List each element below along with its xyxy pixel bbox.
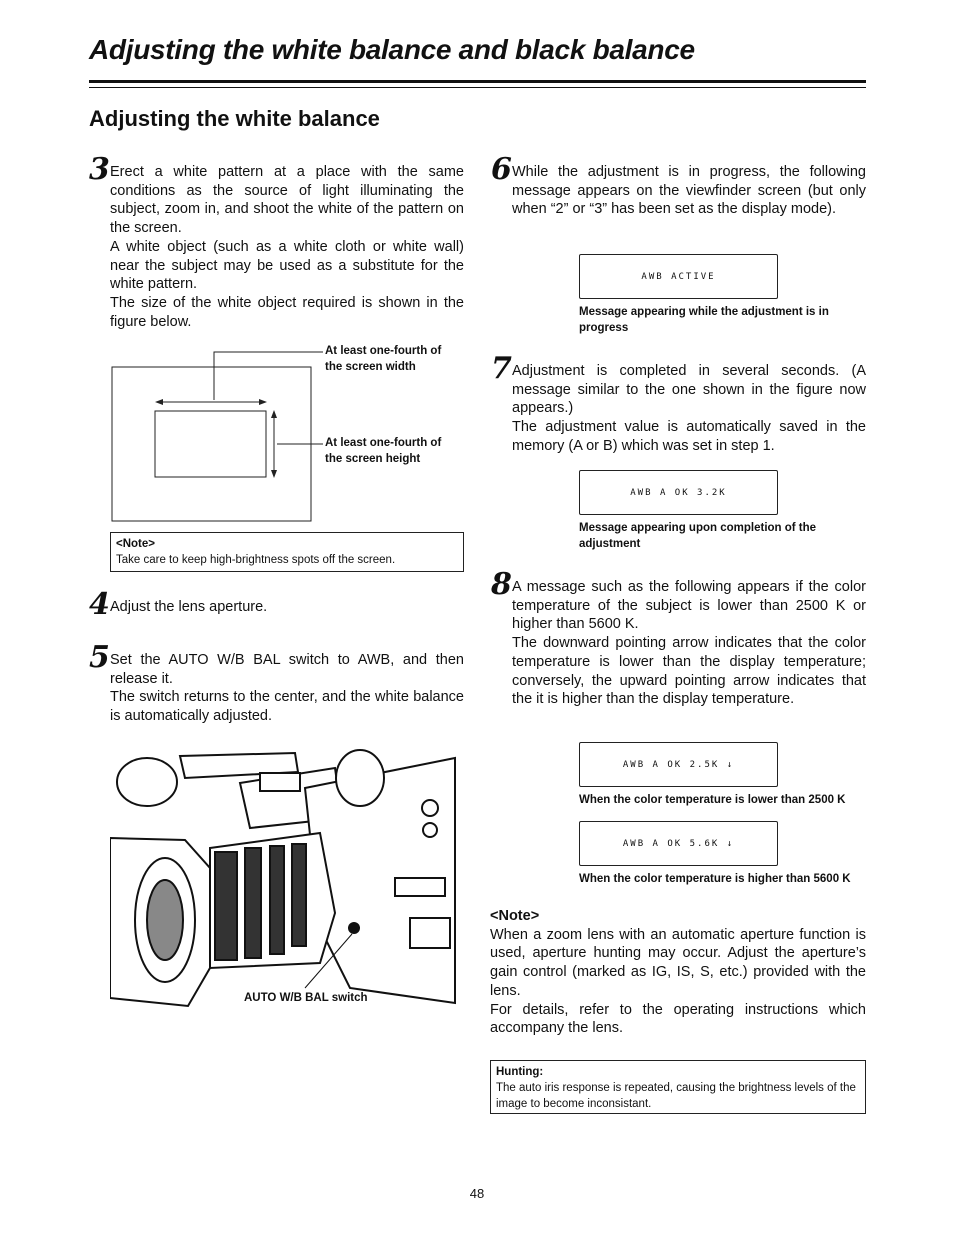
step-number: 7: [491, 351, 512, 386]
page-title: Adjusting the white balance and black balance: [89, 34, 695, 65]
viewfinder-message-active: AWB ACTIVE: [579, 254, 778, 299]
viewfinder-message-high: AWB A OK 5.6K ↓: [579, 821, 778, 866]
note-paragraph-1: When a zoom lens with an automatic aperture function is used, aperture hunting may occur. Adjust the aperture’s gain control (marked as IG, IS, S, etc.) provided with the lens.: [490, 926, 866, 999]
hunting-text: The auto iris response is repeated, causing the brightness levels of the image to become inconsistant.: [496, 1082, 856, 1110]
step-number: 3: [89, 152, 110, 187]
caption-high: When the color temperature is higher than 5600 K: [579, 873, 851, 885]
step-8-paragraph-2: The downward pointing arrow indicates that the color temperature is lower than the display temperature; conversely, the upward pointing arrow indicates that the it is higher than the display temperature.: [512, 635, 866, 708]
width-leader-line: [214, 352, 323, 400]
title-rule-thick: [89, 80, 866, 83]
hunting-definition-box: [490, 1060, 866, 1114]
step-number: 6: [491, 152, 512, 187]
callout-height: At least one-fourth of the screen height: [325, 437, 442, 465]
height-arrow-head-top: [271, 410, 277, 418]
page-number: 48: [469, 1186, 485, 1201]
step-7-paragraph-1: Adjustment is completed in several seconds. (A message similar to the one shown in the figure now appears.): [512, 363, 866, 417]
step-3-paragraph-3: The size of the white object required is shown in the figure below.: [110, 294, 464, 330]
caption-low: When the color temperature is lower than 2500 K: [579, 794, 846, 806]
white-object-size-diagram: [105, 340, 325, 525]
camera-illustration: [110, 748, 460, 1010]
step-5-paragraph-2: The switch returns to the center, and the white balance is automatically adjusted.: [110, 689, 464, 725]
hunting-title: Hunting:: [496, 1066, 544, 1078]
step-number: 8: [491, 567, 512, 602]
step-6-text: While the adjustment is in progress, the following message appears on the viewfinder screen (but only when “2” or “3” has been set as the display mode).: [512, 164, 866, 218]
white-object: [155, 411, 266, 477]
note-title: <Note>: [490, 908, 540, 924]
step-3-paragraph-1: Erect a white pattern at a place with the same conditions as the source of light illuminating the subject, zoom in, and shoot the white of the pattern on the screen.: [110, 164, 464, 237]
note-box: [110, 532, 464, 572]
step-4: [89, 587, 464, 622]
caption-ok: Message appearing upon completion of the adjustment: [579, 522, 817, 550]
note-paragraph-2: For details, refer to the operating instructions which accompany the lens.: [490, 1001, 866, 1037]
viewfinder-message-ok: AWB A OK 3.2K: [579, 470, 778, 515]
step-3-paragraph-2: A white object (such as a white cloth or white wall) near the subject may be used as a substitute for the white pattern.: [110, 238, 464, 293]
note-aperture: [490, 907, 866, 1038]
step-7: [491, 351, 866, 456]
step-number: 5: [89, 640, 110, 675]
step-4-text: Adjust the lens aperture.: [110, 599, 268, 615]
caption-active: Message appearing while the adjustment is in progress: [579, 306, 829, 334]
step-5: [89, 640, 464, 726]
step-number: 4: [89, 587, 110, 622]
note-title: <Note>: [116, 538, 155, 550]
note-text: Take care to keep high-brightness spots off the screen.: [116, 554, 396, 566]
width-arrow-head-left: [155, 399, 163, 405]
step-5-paragraph-1: Set the AUTO W/B BAL switch to AWB, and then release it.: [110, 652, 464, 687]
step-3: [89, 152, 464, 331]
lens-rings: [215, 844, 306, 960]
step-8: [491, 567, 866, 709]
callout-width: At least one-fourth of the screen width: [325, 345, 442, 373]
viewfinder-message-low: AWB A OK 2.5K ↓: [579, 742, 778, 787]
section-title: Adjusting the white balance: [89, 106, 380, 131]
step-7-paragraph-2: The adjustment value is automatically saved in the memory (A or B) which was set in step 1.: [512, 419, 866, 454]
camera-caption: AUTO W/B BAL switch: [244, 992, 368, 1004]
height-arrow-head-bottom: [271, 470, 277, 478]
title-rule-thin: [89, 87, 866, 88]
step-6: [491, 152, 866, 219]
auto-wb-bal-switch: [348, 922, 360, 934]
step-8-paragraph-1: A message such as the following appears if the color temperature of the subject is lower than 2500 K or higher than 5600 K.: [512, 579, 866, 633]
width-arrow-head-right: [259, 399, 267, 405]
